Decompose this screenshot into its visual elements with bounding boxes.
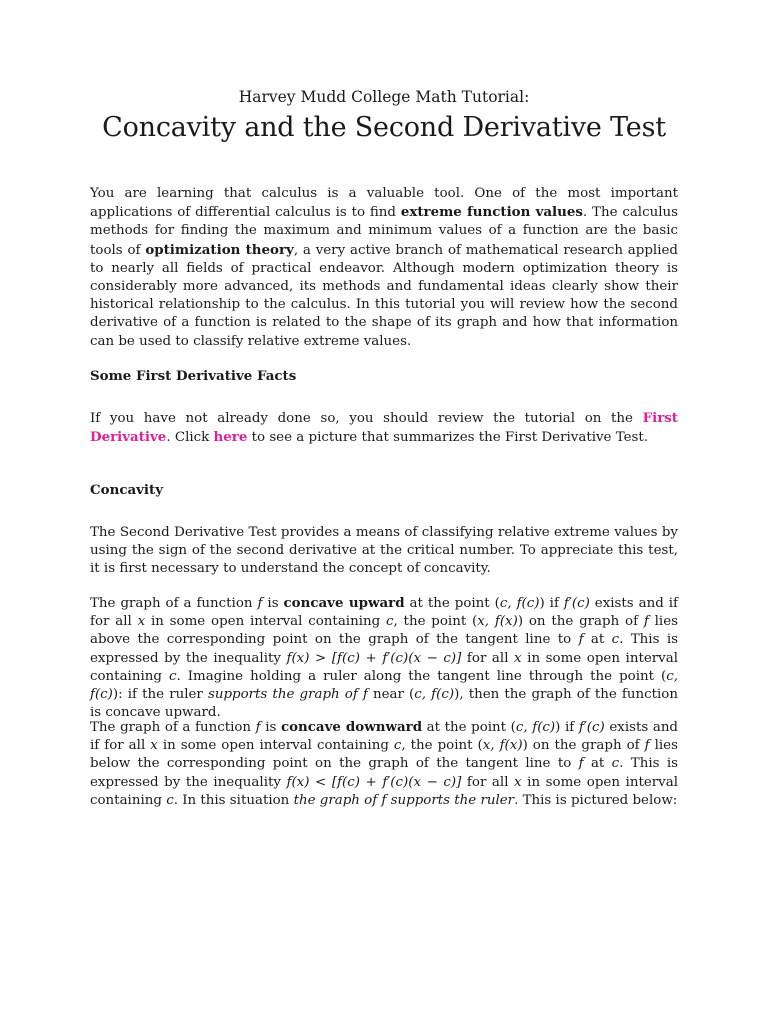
math-symbol: f′(c) xyxy=(563,596,590,611)
body-text: . Click xyxy=(166,430,214,446)
body-text: . Imagine holding a ruler along the tangent line through the point ( xyxy=(176,668,667,684)
first-derivative-paragraph xyxy=(90,409,678,447)
body-text: The graph of a function xyxy=(90,720,256,735)
math-symbol: f xyxy=(578,632,584,648)
body-text: ) on the graph of xyxy=(522,738,645,754)
emphasis-text: the graph of f supports the ruler xyxy=(293,792,515,808)
body-text: near ( xyxy=(367,687,415,703)
body-text: is xyxy=(260,720,281,735)
math-symbol: x, f(x) xyxy=(482,738,523,754)
body-text: ) on the graph of xyxy=(517,614,644,630)
math-symbol: c xyxy=(168,668,177,684)
intro-paragraph xyxy=(90,185,678,351)
math-symbol: c xyxy=(393,738,402,754)
body-text: exists and if for all xyxy=(90,720,679,754)
body-text: is xyxy=(262,596,284,611)
body-text: in some open interval containing xyxy=(90,774,678,808)
body-text: lies below the corresponding point on the graph of the tangent line to xyxy=(90,738,678,772)
concavity-section xyxy=(90,481,678,499)
concave-downward-paragraph xyxy=(90,718,678,810)
body-text: at xyxy=(583,756,612,772)
body-text: to see a picture that summarizes the First Derivative Test. xyxy=(247,430,649,446)
body-text: . This is pictured below: xyxy=(514,792,678,808)
optimization-theory-term: optimization theory xyxy=(145,241,294,258)
math-inequality: f(x) > [f(c) + f′(c)(x − c)] xyxy=(286,650,462,666)
math-symbol: c, f(c) xyxy=(515,720,556,735)
math-symbol: f′(c) xyxy=(578,720,605,735)
math-symbol: f xyxy=(643,614,649,630)
concave-downward-term: concave downward xyxy=(280,719,423,735)
body-text: in some open interval containing xyxy=(157,738,394,754)
math-symbol: x xyxy=(137,614,146,630)
body-text: ) if xyxy=(539,596,564,611)
concave-upward-definition xyxy=(90,594,678,722)
body-text: , the point ( xyxy=(393,614,478,630)
body-text: If you have not already done so, you should review the tutorial on the xyxy=(90,411,643,426)
math-symbol: c, f(c) xyxy=(414,687,455,703)
first-derivative-body xyxy=(90,409,678,447)
math-symbol: f xyxy=(578,756,584,772)
math-symbol: x xyxy=(514,774,522,790)
document-title: Concavity and the Second Derivative Test xyxy=(102,112,666,143)
intro-text: . The calculus methods for finding the maximum and minimum values of a function are the basic tools of xyxy=(90,205,678,258)
math-symbol: c, f(c) xyxy=(499,596,540,611)
concave-upward-term: concave upward xyxy=(283,595,405,611)
first-derivative-link[interactable]: First Derivative xyxy=(90,410,678,446)
intro-text: You are learning that calculus is a valuable tool. One of the most important applications of differential calculus is to find xyxy=(90,186,678,221)
math-symbol: f xyxy=(644,738,650,754)
section-heading-concavity: Concavity xyxy=(90,482,163,498)
body-text: for all xyxy=(461,774,515,790)
intro-section xyxy=(90,185,678,351)
document-subtitle: Harvey Mudd College Math Tutorial: xyxy=(238,88,530,106)
body-text: at xyxy=(583,632,612,648)
body-text: . This is expressed by the inequality xyxy=(90,632,678,666)
here-link[interactable]: here xyxy=(213,429,248,446)
body-text: exists and if for all xyxy=(90,596,679,630)
math-symbol: x xyxy=(514,650,522,666)
body-text: in some open interval containing xyxy=(90,650,678,684)
math-symbol: c xyxy=(611,756,620,772)
body-text: . In this situation xyxy=(173,792,294,808)
math-symbol: c xyxy=(166,792,174,808)
body-text: ), then the graph of the function is concave upward. xyxy=(90,687,678,721)
body-text: at the point ( xyxy=(422,720,516,735)
extreme-values-term: extreme function values xyxy=(400,204,583,221)
first-derivative-section xyxy=(90,367,678,385)
body-text: . This is expressed by the inequality xyxy=(90,756,678,790)
math-symbol: f xyxy=(255,720,261,735)
section-heading-first-derivative-facts: Some First Derivative Facts xyxy=(90,368,297,384)
concavity-intro-paragraph: The Second Derivative Test provides a means of classifying relative extreme values by using the sign of the second derivative at the critical number. To appreciate this test, it is first necessary to understand the concept of concavity. xyxy=(90,525,678,577)
math-symbol: x xyxy=(150,738,158,754)
math-inequality: f(x) < [f(c) + f′(c)(x − c)] xyxy=(286,774,462,790)
math-symbol: c xyxy=(386,614,394,630)
body-text: The graph of a function xyxy=(90,596,258,611)
concave-upward-paragraph xyxy=(90,594,678,722)
body-text: ) if xyxy=(555,720,579,735)
intro-text: , a very active branch of mathematical research applied to nearly all fields of practical endeavor. Although modern optimization theory is considerably more advanced, its methods and fundamental ideas clearly show their historical relationship to the calculus. In this tutorial you will review how the second derivative of a function is related to the shape of its graph and how that information can be used to classify relative extreme values. xyxy=(90,242,678,349)
body-text: in some open interval containing xyxy=(145,614,386,630)
math-symbol: c, f(c) xyxy=(90,668,678,703)
body-text: at the point ( xyxy=(404,596,500,611)
math-symbol: c xyxy=(611,632,620,648)
math-symbol: f xyxy=(257,596,263,611)
body-text: , the point ( xyxy=(401,738,483,754)
emphasis-text: supports the graph of f xyxy=(207,687,368,703)
math-symbol: x, f(x) xyxy=(477,614,518,630)
body-text: lies above the corresponding point on the graph of the tangent line to xyxy=(90,614,678,648)
concave-downward-definition xyxy=(90,718,678,810)
body-text: for all xyxy=(461,650,515,666)
body-text: ): if the ruler xyxy=(112,687,208,703)
concavity-intro xyxy=(90,524,678,579)
